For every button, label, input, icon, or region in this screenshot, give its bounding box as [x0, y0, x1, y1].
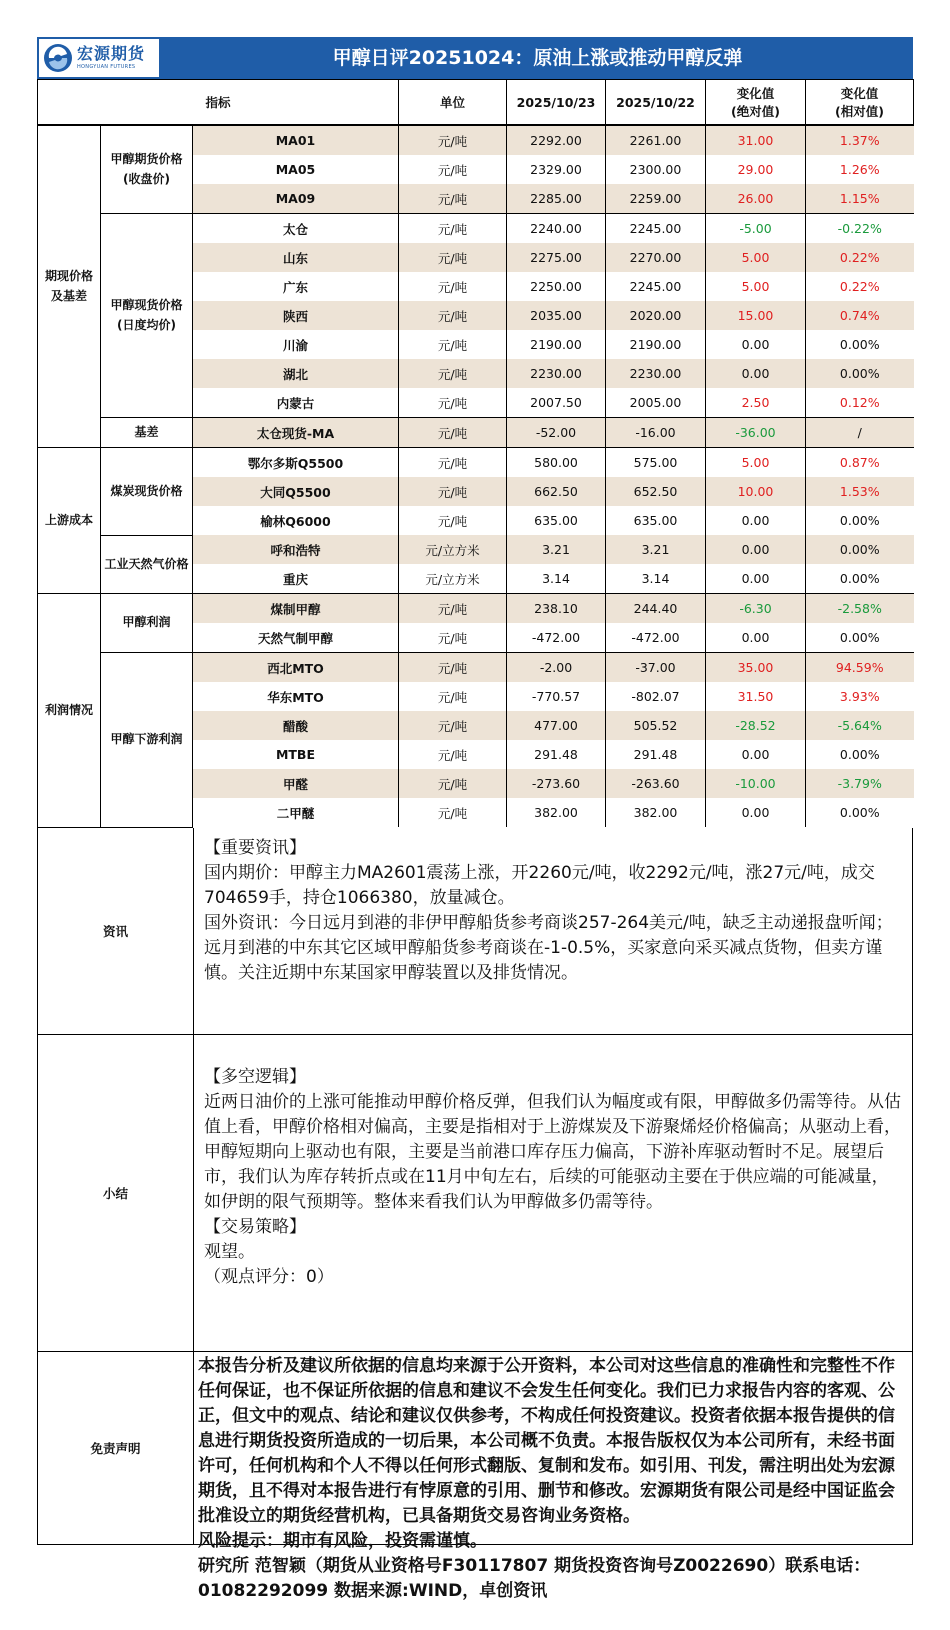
rel-change: -5.64%: [806, 711, 914, 740]
table-header-row: [38, 80, 914, 126]
category-spot-basis-line-1: 期现价格: [44, 269, 93, 284]
indicator-name: MTBE: [193, 740, 399, 769]
indicator-name: 天然气制甲醇: [193, 623, 399, 653]
col-header-date2: 2025/10/22: [606, 80, 706, 126]
value-2025-10-23: 477.00: [507, 711, 606, 740]
unit-cell: 元/立方米: [399, 535, 507, 564]
unit-cell: 元/吨: [399, 243, 507, 272]
col-header-unit: 单位: [399, 80, 507, 126]
indicator-name: 广东: [193, 272, 399, 301]
indicator-name: 榆林Q6000: [193, 506, 399, 535]
abs-change: 35.00: [706, 653, 806, 683]
abs-change: 0.00: [706, 330, 806, 359]
value-2025-10-22: 505.52: [606, 711, 706, 740]
rel-change: -0.22%: [806, 214, 914, 244]
abs-change: 5.00: [706, 243, 806, 272]
subcategory-spot-price: [101, 214, 193, 418]
unit-cell: 元/吨: [399, 301, 507, 330]
value-2025-10-22: -263.60: [606, 769, 706, 798]
indicator-name: 重庆: [193, 564, 399, 594]
rel-change: 0.00%: [806, 798, 914, 827]
indicator-name: 甲醛: [193, 769, 399, 798]
value-2025-10-23: 580.00: [507, 448, 606, 478]
unit-cell: 元/吨: [399, 594, 507, 624]
abs-change: -6.30: [706, 594, 806, 624]
rel-change: 0.00%: [806, 564, 914, 594]
unit-cell: 元/吨: [399, 359, 507, 388]
value-2025-10-23: 2007.50: [507, 388, 606, 418]
indicator-name: 二甲醚: [193, 798, 399, 827]
unit-cell: 元/吨: [399, 214, 507, 244]
indicator-name: 煤制甲醇: [193, 594, 399, 624]
unit-cell: 元/吨: [399, 506, 507, 535]
summary-heading-logic: 【多空逻辑】: [204, 1066, 306, 1087]
abs-change: 0.00: [706, 359, 806, 388]
unit-cell: 元/吨: [399, 184, 507, 214]
value-2025-10-22: 291.48: [606, 740, 706, 769]
value-2025-10-23: 635.00: [507, 506, 606, 535]
unit-cell: 元/吨: [399, 155, 507, 184]
value-2025-10-22: 2245.00: [606, 214, 706, 244]
indicator-name: 太仓: [193, 214, 399, 244]
rel-change: 0.74%: [806, 301, 914, 330]
news-label: 资讯: [38, 828, 194, 1034]
table-row: [38, 448, 914, 478]
indicator-name: 川渝: [193, 330, 399, 359]
news-heading: 【重要资讯】: [204, 837, 306, 858]
value-2025-10-22: -16.00: [606, 418, 706, 448]
value-2025-10-23: 238.10: [507, 594, 606, 624]
rel-change: 1.26%: [806, 155, 914, 184]
value-2025-10-22: 2190.00: [606, 330, 706, 359]
subcategory-basis: 基差: [101, 418, 193, 448]
rel-change: 1.53%: [806, 477, 914, 506]
value-2025-10-22: 244.40: [606, 594, 706, 624]
rel-change: 1.15%: [806, 184, 914, 214]
indicator-name: 西北MTO: [193, 653, 399, 683]
value-2025-10-23: -472.00: [507, 623, 606, 653]
summary-heading-strategy: 【交易策略】: [204, 1216, 306, 1237]
table-row: [38, 594, 914, 624]
indicator-name: 醋酸: [193, 711, 399, 740]
unit-cell: 元/吨: [399, 388, 507, 418]
rel-change: 1.37%: [806, 125, 914, 155]
risk-warning: 风险提示：期市有风险，投资需谨慎。: [198, 1530, 487, 1551]
value-2025-10-22: 2245.00: [606, 272, 706, 301]
rel-change: 0.00%: [806, 740, 914, 769]
unit-cell: 元/立方米: [399, 564, 507, 594]
table-row: [38, 125, 914, 155]
value-2025-10-22: 652.50: [606, 477, 706, 506]
value-2025-10-22: 2259.00: [606, 184, 706, 214]
value-2025-10-23: 3.14: [507, 564, 606, 594]
value-2025-10-23: 2285.00: [507, 184, 606, 214]
abs-change: 10.00: [706, 477, 806, 506]
abs-change: 5.00: [706, 272, 806, 301]
value-2025-10-22: 2261.00: [606, 125, 706, 155]
subcategory-coal-price: 煤炭现货价格: [101, 448, 193, 536]
category-profit: 利润情况: [38, 594, 101, 828]
report-page: [37, 37, 913, 1601]
rel-change: 0.22%: [806, 272, 914, 301]
abs-change: 31.00: [706, 125, 806, 155]
col-header-abs-change: [706, 80, 806, 126]
abs-change: 26.00: [706, 184, 806, 214]
unit-cell: 元/吨: [399, 448, 507, 478]
indicator-name: 鄂尔多斯Q5500: [193, 448, 399, 478]
col-header-abs-line1: 变化值: [736, 86, 775, 101]
col-header-rel-line1: 变化值: [840, 86, 879, 101]
value-2025-10-23: 3.21: [507, 535, 606, 564]
unit-cell: 元/吨: [399, 418, 507, 448]
col-header-abs-line2: (绝对值): [731, 104, 780, 119]
value-2025-10-22: 2300.00: [606, 155, 706, 184]
summary-paragraph-logic: 近两日油价的上涨可能推动甲醇价格反弹，但我们认为幅度或有限，甲醇做多仍需等待。从估值上看，甲醇价格相对偏高，主要是指相对于上游煤炭及下游聚烯烃价格偏高；从驱动上看，甲醇短期向上驱动也有限，主要是当前港口库存压力偏高，下游补库驱动暂时不足。展望后市，我们认为库存转折点或在11月中旬左右，后续的可能驱动主要在于供应端的可能减量，如伊朗的限气预期等。整体来看我们认为甲醇做多仍需等待。: [204, 1091, 901, 1212]
company-logo: [39, 39, 159, 77]
rel-change: 0.22%: [806, 243, 914, 272]
table-row: [38, 418, 914, 448]
disclaimer-section: [37, 1352, 913, 1601]
value-2025-10-23: 2292.00: [507, 125, 606, 155]
hongyuan-logo-icon: [43, 43, 73, 73]
table-row: [38, 214, 914, 244]
summary-label: 小结: [38, 1035, 194, 1351]
table-row: [38, 535, 914, 564]
indicator-name: 山东: [193, 243, 399, 272]
indicator-name: 湖北: [193, 359, 399, 388]
unit-cell: 元/吨: [399, 125, 507, 155]
abs-change: 0.00: [706, 740, 806, 769]
rel-change: 0.00%: [806, 359, 914, 388]
logo-name-en: HONGYUAN FUTURES: [77, 64, 136, 70]
subcategory-spot-price-line-2: (日度均价): [117, 317, 176, 332]
abs-change: -36.00: [706, 418, 806, 448]
abs-change: 2.50: [706, 388, 806, 418]
value-2025-10-23: 2250.00: [507, 272, 606, 301]
value-2025-10-22: -37.00: [606, 653, 706, 683]
unit-cell: 元/吨: [399, 272, 507, 301]
value-2025-10-23: 291.48: [507, 740, 606, 769]
indicator-name: 华东MTO: [193, 682, 399, 711]
col-header-indicator: 指标: [38, 80, 399, 126]
news-paragraph-2: 国外资讯：今日远月到港的非伊甲醇船货参考商谈257-264美元/吨，缺乏主动递报盘听闻；远月到港的中东其它区域甲醇船货参考商谈在-1-0.5%，买家意向采买减点货物，但卖方谨慎。关注近期中东某国家甲醇装置以及排货情况。: [204, 912, 893, 983]
subcategory-gas-price: 工业天然气价格: [101, 535, 193, 594]
value-2025-10-23: 2240.00: [507, 214, 606, 244]
abs-change: 31.50: [706, 682, 806, 711]
summary-section: [37, 1035, 913, 1352]
indicator-name: 大同Q5500: [193, 477, 399, 506]
rel-change: /: [806, 418, 914, 448]
report-title: 甲醇日评20251024：原油上涨或推动甲醇反弹: [332, 47, 743, 69]
abs-change: 0.00: [706, 535, 806, 564]
col-header-date1: 2025/10/23: [507, 80, 606, 126]
value-2025-10-23: 382.00: [507, 798, 606, 827]
indicator-name: 陕西: [193, 301, 399, 330]
subcategory-spot-price-line-1: 甲醇现货价格: [110, 298, 183, 313]
abs-change: 29.00: [706, 155, 806, 184]
rel-change: 0.00%: [806, 535, 914, 564]
subcategory-futures-price-line-1: 甲醇期货价格: [110, 152, 183, 167]
subcategory-futures-price-line-2: (收盘价): [123, 171, 170, 186]
value-2025-10-22: 575.00: [606, 448, 706, 478]
unit-cell: 元/吨: [399, 477, 507, 506]
subcategory-futures-price: [101, 125, 193, 214]
subcategory-methanol-profit: 甲醇利润: [101, 594, 193, 653]
rel-change: 94.59%: [806, 653, 914, 683]
rel-change: 0.00%: [806, 623, 914, 653]
abs-change: 5.00: [706, 448, 806, 478]
summary-content: [194, 1035, 912, 1351]
logo-name-cn: 宏源期货: [77, 44, 146, 63]
value-2025-10-22: -472.00: [606, 623, 706, 653]
value-2025-10-22: -802.07: [606, 682, 706, 711]
analyst-info: 研究所 范智颖（期货从业资格号F30117807 期货投资咨询号Z0022690）联系电话：01082292099 数据来源:WIND，卓创资讯: [198, 1555, 871, 1601]
col-header-rel-line2: (相对值): [835, 104, 884, 119]
abs-change: 0.00: [706, 623, 806, 653]
unit-cell: 元/吨: [399, 653, 507, 683]
unit-cell: 元/吨: [399, 623, 507, 653]
indicator-name: 内蒙古: [193, 388, 399, 418]
indicator-name: 太仓现货-MA: [193, 418, 399, 448]
summary-score: （观点评分：0）: [204, 1266, 334, 1287]
indicator-name: MA01: [193, 125, 399, 155]
indicator-name: MA09: [193, 184, 399, 214]
value-2025-10-23: -273.60: [507, 769, 606, 798]
category-upstream-cost: 上游成本: [38, 448, 101, 594]
unit-cell: 元/吨: [399, 711, 507, 740]
value-2025-10-23: 2275.00: [507, 243, 606, 272]
rel-change: 3.93%: [806, 682, 914, 711]
abs-change: 0.00: [706, 506, 806, 535]
rel-change: -3.79%: [806, 769, 914, 798]
table-row: [38, 653, 914, 683]
abs-change: 0.00: [706, 798, 806, 827]
value-2025-10-23: -2.00: [507, 653, 606, 683]
rel-change: 0.12%: [806, 388, 914, 418]
abs-change: -5.00: [706, 214, 806, 244]
value-2025-10-22: 2270.00: [606, 243, 706, 272]
indicator-name: 呼和浩特: [193, 535, 399, 564]
abs-change: -10.00: [706, 769, 806, 798]
value-2025-10-22: 382.00: [606, 798, 706, 827]
value-2025-10-23: 2329.00: [507, 155, 606, 184]
value-2025-10-22: 2230.00: [606, 359, 706, 388]
value-2025-10-22: 2005.00: [606, 388, 706, 418]
value-2025-10-23: 662.50: [507, 477, 606, 506]
disclaimer-content: [194, 1352, 912, 1601]
disclaimer-paragraph: 本报告分析及建议所依据的信息均来源于公开资料，本公司对这些信息的准确性和完整性不作任何保证，也不保证所依据的信息和建议不会发生任何变化。我们已力求报告内容的客观、公正，但文中的观点、结论和建议仅供参考，不构成任何投资建议。投资者依据本报告提供的信息进行期货投资所造成的一切后果，本公司概不负责。本报告版权仅为本公司所有，未经书面许可，任何机构和个人不得以任何形式翻版、复制和发布。如引用、刊发，需注明出处为宏源期货，且不得对本报告进行有悖原意的引用、删节和修改。宏源期货有限公司是经中国证监会批准设立的期货经营机构，已具备期货交易咨询业务资格。: [198, 1355, 895, 1526]
value-2025-10-22: 3.21: [606, 535, 706, 564]
value-2025-10-22: 2020.00: [606, 301, 706, 330]
indicator-name: MA05: [193, 155, 399, 184]
report-header: [37, 37, 913, 79]
value-2025-10-22: 635.00: [606, 506, 706, 535]
unit-cell: 元/吨: [399, 682, 507, 711]
value-2025-10-22: 3.14: [606, 564, 706, 594]
summary-paragraph-strategy: 观望。: [204, 1241, 255, 1262]
unit-cell: 元/吨: [399, 740, 507, 769]
col-header-rel-change: [806, 80, 914, 126]
disclaimer-label: 免责声明: [38, 1352, 194, 1544]
value-2025-10-23: 2190.00: [507, 330, 606, 359]
news-content: [194, 828, 912, 1034]
value-2025-10-23: -770.57: [507, 682, 606, 711]
rel-change: 0.00%: [806, 506, 914, 535]
abs-change: 15.00: [706, 301, 806, 330]
news-paragraph-1: 国内期价：甲醇主力MA2601震荡上涨，开2260元/吨，收2292元/吨，涨27元/吨，成交704659手，持仓1066380，放量减仓。: [204, 862, 875, 908]
rel-change: -2.58%: [806, 594, 914, 624]
abs-change: -28.52: [706, 711, 806, 740]
data-table: [37, 79, 914, 828]
news-section: [37, 828, 913, 1035]
category-spot-basis: [38, 125, 101, 448]
unit-cell: 元/吨: [399, 330, 507, 359]
rel-change: 0.87%: [806, 448, 914, 478]
value-2025-10-23: 2035.00: [507, 301, 606, 330]
subcategory-downstream-profit: 甲醇下游利润: [101, 653, 193, 828]
category-spot-basis-line-2: 及基差: [50, 288, 87, 303]
value-2025-10-23: -52.00: [507, 418, 606, 448]
value-2025-10-23: 2230.00: [507, 359, 606, 388]
abs-change: 0.00: [706, 564, 806, 594]
unit-cell: 元/吨: [399, 798, 507, 827]
unit-cell: 元/吨: [399, 769, 507, 798]
rel-change: 0.00%: [806, 330, 914, 359]
